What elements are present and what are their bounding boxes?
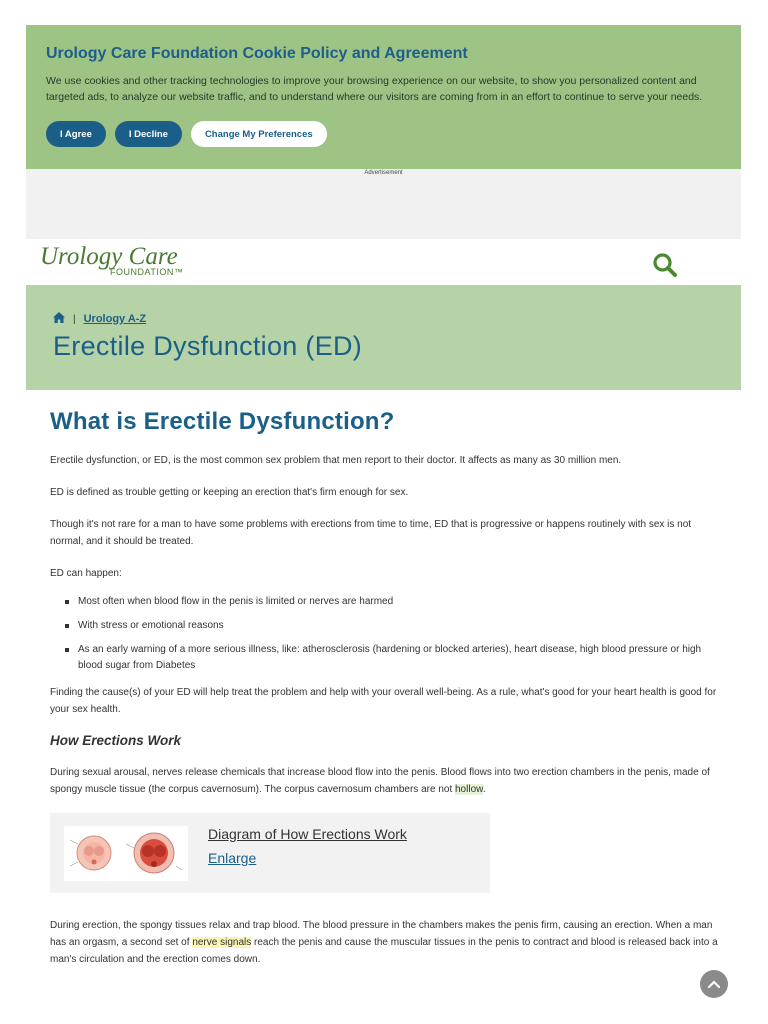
cookie-banner-text: We use cookies and other tracking technologies to improve your browsing experience on our website, to show you personalized content and targeted ads, to analyze our website traffic, and to understand where our visitors are coming from in an effort to continue to serve your needs. xyxy=(46,75,703,103)
paragraph-7 xyxy=(50,917,722,968)
scroll-to-top-button[interactable] xyxy=(700,970,728,998)
breadcrumb-link-urology-a-z[interactable]: Urology A-Z xyxy=(83,313,147,325)
breadcrumb-separator: | xyxy=(73,313,76,325)
paragraph-6-end: . xyxy=(482,784,486,795)
paragraph-7-end: reach the penis and cause the muscular tissues in the penis to contract and blood is released back into a man's circulation and the erection comes down. xyxy=(50,937,718,965)
chevron-up-icon xyxy=(708,980,720,988)
paragraph-3: Though it's not rare for a man to have some problems with erections from time to time, ED that is progressive or happens routinely with sex is not normal, and it should be treated. xyxy=(50,519,692,547)
diagram-card xyxy=(50,813,490,893)
paragraph-5: Finding the cause(s) of your ED will help treat the problem and help with your overall well-being. As a rule, what's good for your heart health is good for your sex health. xyxy=(50,687,717,715)
site-logo[interactable] xyxy=(40,244,183,277)
home-icon xyxy=(53,312,65,323)
decline-button[interactable]: I Decline xyxy=(115,121,182,147)
logo-sub-text: FOUNDATION™ xyxy=(110,267,184,277)
home-link[interactable] xyxy=(53,312,65,326)
list-item: As an early warning of a more serious illness, like: atherosclerosis (hardening or blocked arteries), heart disease, high blood pressure or high blood sugar from Diabetes xyxy=(50,642,722,674)
paragraph-7-text: During erection, the spongy tissues relax and trap blood. The blood pressure in the chambers makes the penis firm, causing an erection. When a man has an orgasm, a second set of xyxy=(50,920,713,948)
paragraph-1: Erectile dysfunction, or ED, is the most common sex problem that men report to their doctor. It affects as many as 30 million men. xyxy=(50,455,622,466)
cookie-banner-title: Urology Care Foundation Cookie Policy and Agreement xyxy=(46,45,468,62)
search-button[interactable] xyxy=(652,252,678,278)
article-body xyxy=(50,408,722,983)
list-item: Most often when blood flow in the penis is limited or nerves are harmed xyxy=(50,594,722,610)
diagram-thumbnail[interactable] xyxy=(64,826,188,881)
logo-main-text: Urology Care xyxy=(40,243,178,270)
paragraph-6-text: During sexual arousal, nerves release chemicals that increase blood flow into the penis. Blood flows into two erection chambers in the penis, made of spongy muscle tissue (the corpus cavernosum). The corpus cavernosum chambers are not xyxy=(50,767,710,795)
list-item: With stress or emotional reasons xyxy=(50,618,722,634)
diagram-enlarge-link[interactable]: Enlarge xyxy=(208,850,257,866)
agree-button[interactable]: I Agree xyxy=(46,121,106,147)
cookie-banner xyxy=(26,25,741,169)
glossary-term-hollow[interactable]: hollow xyxy=(455,784,483,795)
glossary-term-nerve-signals[interactable]: nerve signals xyxy=(192,937,252,948)
page-title: Erectile Dysfunction (ED) xyxy=(53,331,363,361)
paragraph-2: ED is defined as trouble getting or keeping an erection that's firm enough for sex. xyxy=(50,487,409,498)
paragraph-6 xyxy=(50,764,722,798)
change-preferences-button[interactable]: Change My Preferences xyxy=(191,121,327,147)
causes-list xyxy=(50,594,722,674)
article-heading: What is Erectile Dysfunction? xyxy=(50,408,395,435)
diagram-title-link[interactable]: Diagram of How Erections Work xyxy=(208,826,407,842)
page-hero xyxy=(26,285,741,390)
site-header xyxy=(26,239,741,285)
cookie-banner-buttons xyxy=(46,121,721,147)
subheading-how-erections-work: How Erections Work xyxy=(50,733,182,748)
breadcrumb xyxy=(53,312,146,326)
search-icon xyxy=(652,252,678,278)
diagram-image xyxy=(64,826,188,881)
advertisement-label: Advertisement xyxy=(364,170,403,176)
advertisement-slot[interactable] xyxy=(26,169,741,239)
paragraph-4: ED can happen: xyxy=(50,568,122,579)
